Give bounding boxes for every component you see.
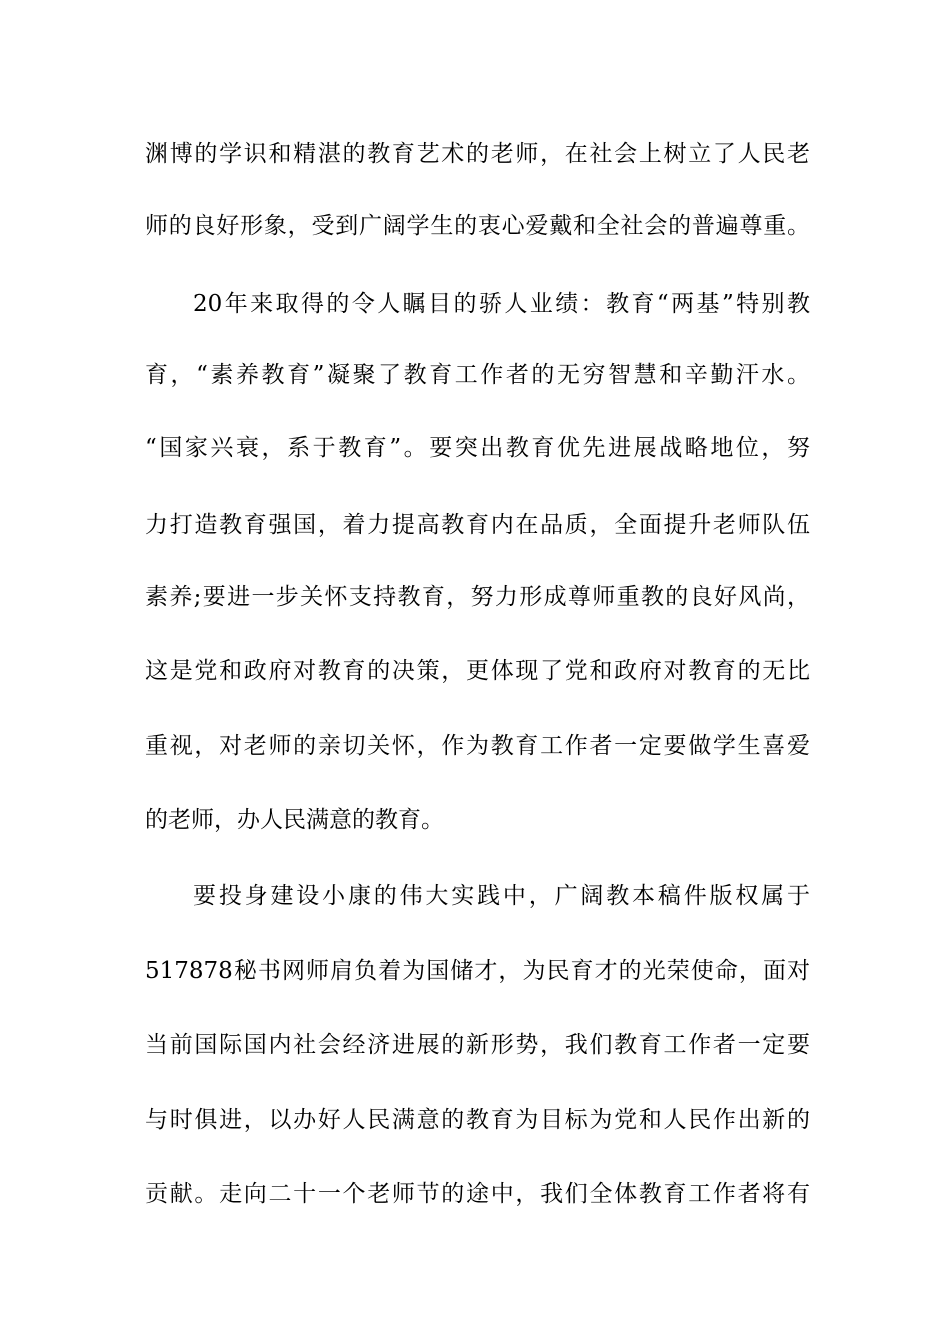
text-line: 素养;要进一步关怀支持教育，努力形成尊师重教的良好风尚， <box>145 584 810 610</box>
text-line: 育，“素养教育”凝聚了教育工作者的无穷智慧和辛勤汗水。 <box>145 362 810 388</box>
text-line: 的老师，办人民满意的教育。 <box>145 807 444 833</box>
text-line: 当前国际国内社会经济进展的新形势，我们教育工作者一定要 <box>145 1032 810 1058</box>
text-line: 师的良好形象，受到广阔学生的衷心爱戴和全社会的普遍尊重。 <box>145 213 810 239</box>
text-line: 与时俱进，以办好人民满意的教育为目标为党和人民作出新的 <box>145 1107 810 1133</box>
text-line: 这是党和政府对教育的决策，更体现了党和政府对教育的无比 <box>145 658 810 684</box>
text-line: “国家兴衰，系于教育”。要突出教育优先进展战略地位，努 <box>145 435 810 461</box>
text-line: 517878秘书网师肩负着为国储才，为民育才的光荣使命，面对 <box>145 958 810 984</box>
text-line: 力打造教育强国，着力提高教育内在品质，全面提升老师队伍 <box>145 512 810 538</box>
text-line: 渊博的学识和精湛的教育艺术的老师，在社会上树立了人民老 <box>145 141 810 167</box>
text-line: 贡献。走向二十一个老师节的途中，我们全体教育工作者将有 <box>145 1181 810 1207</box>
text-line: 重视，对老师的亲切关怀，作为教育工作者一定要做学生喜爱 <box>145 733 810 759</box>
text-line: 20年来取得的令人瞩目的骄人业绩：教育“两基”特别教 <box>193 291 810 317</box>
text-line: 要投身建设小康的伟大实践中，广阔教本稿件版权属于 <box>193 883 810 909</box>
